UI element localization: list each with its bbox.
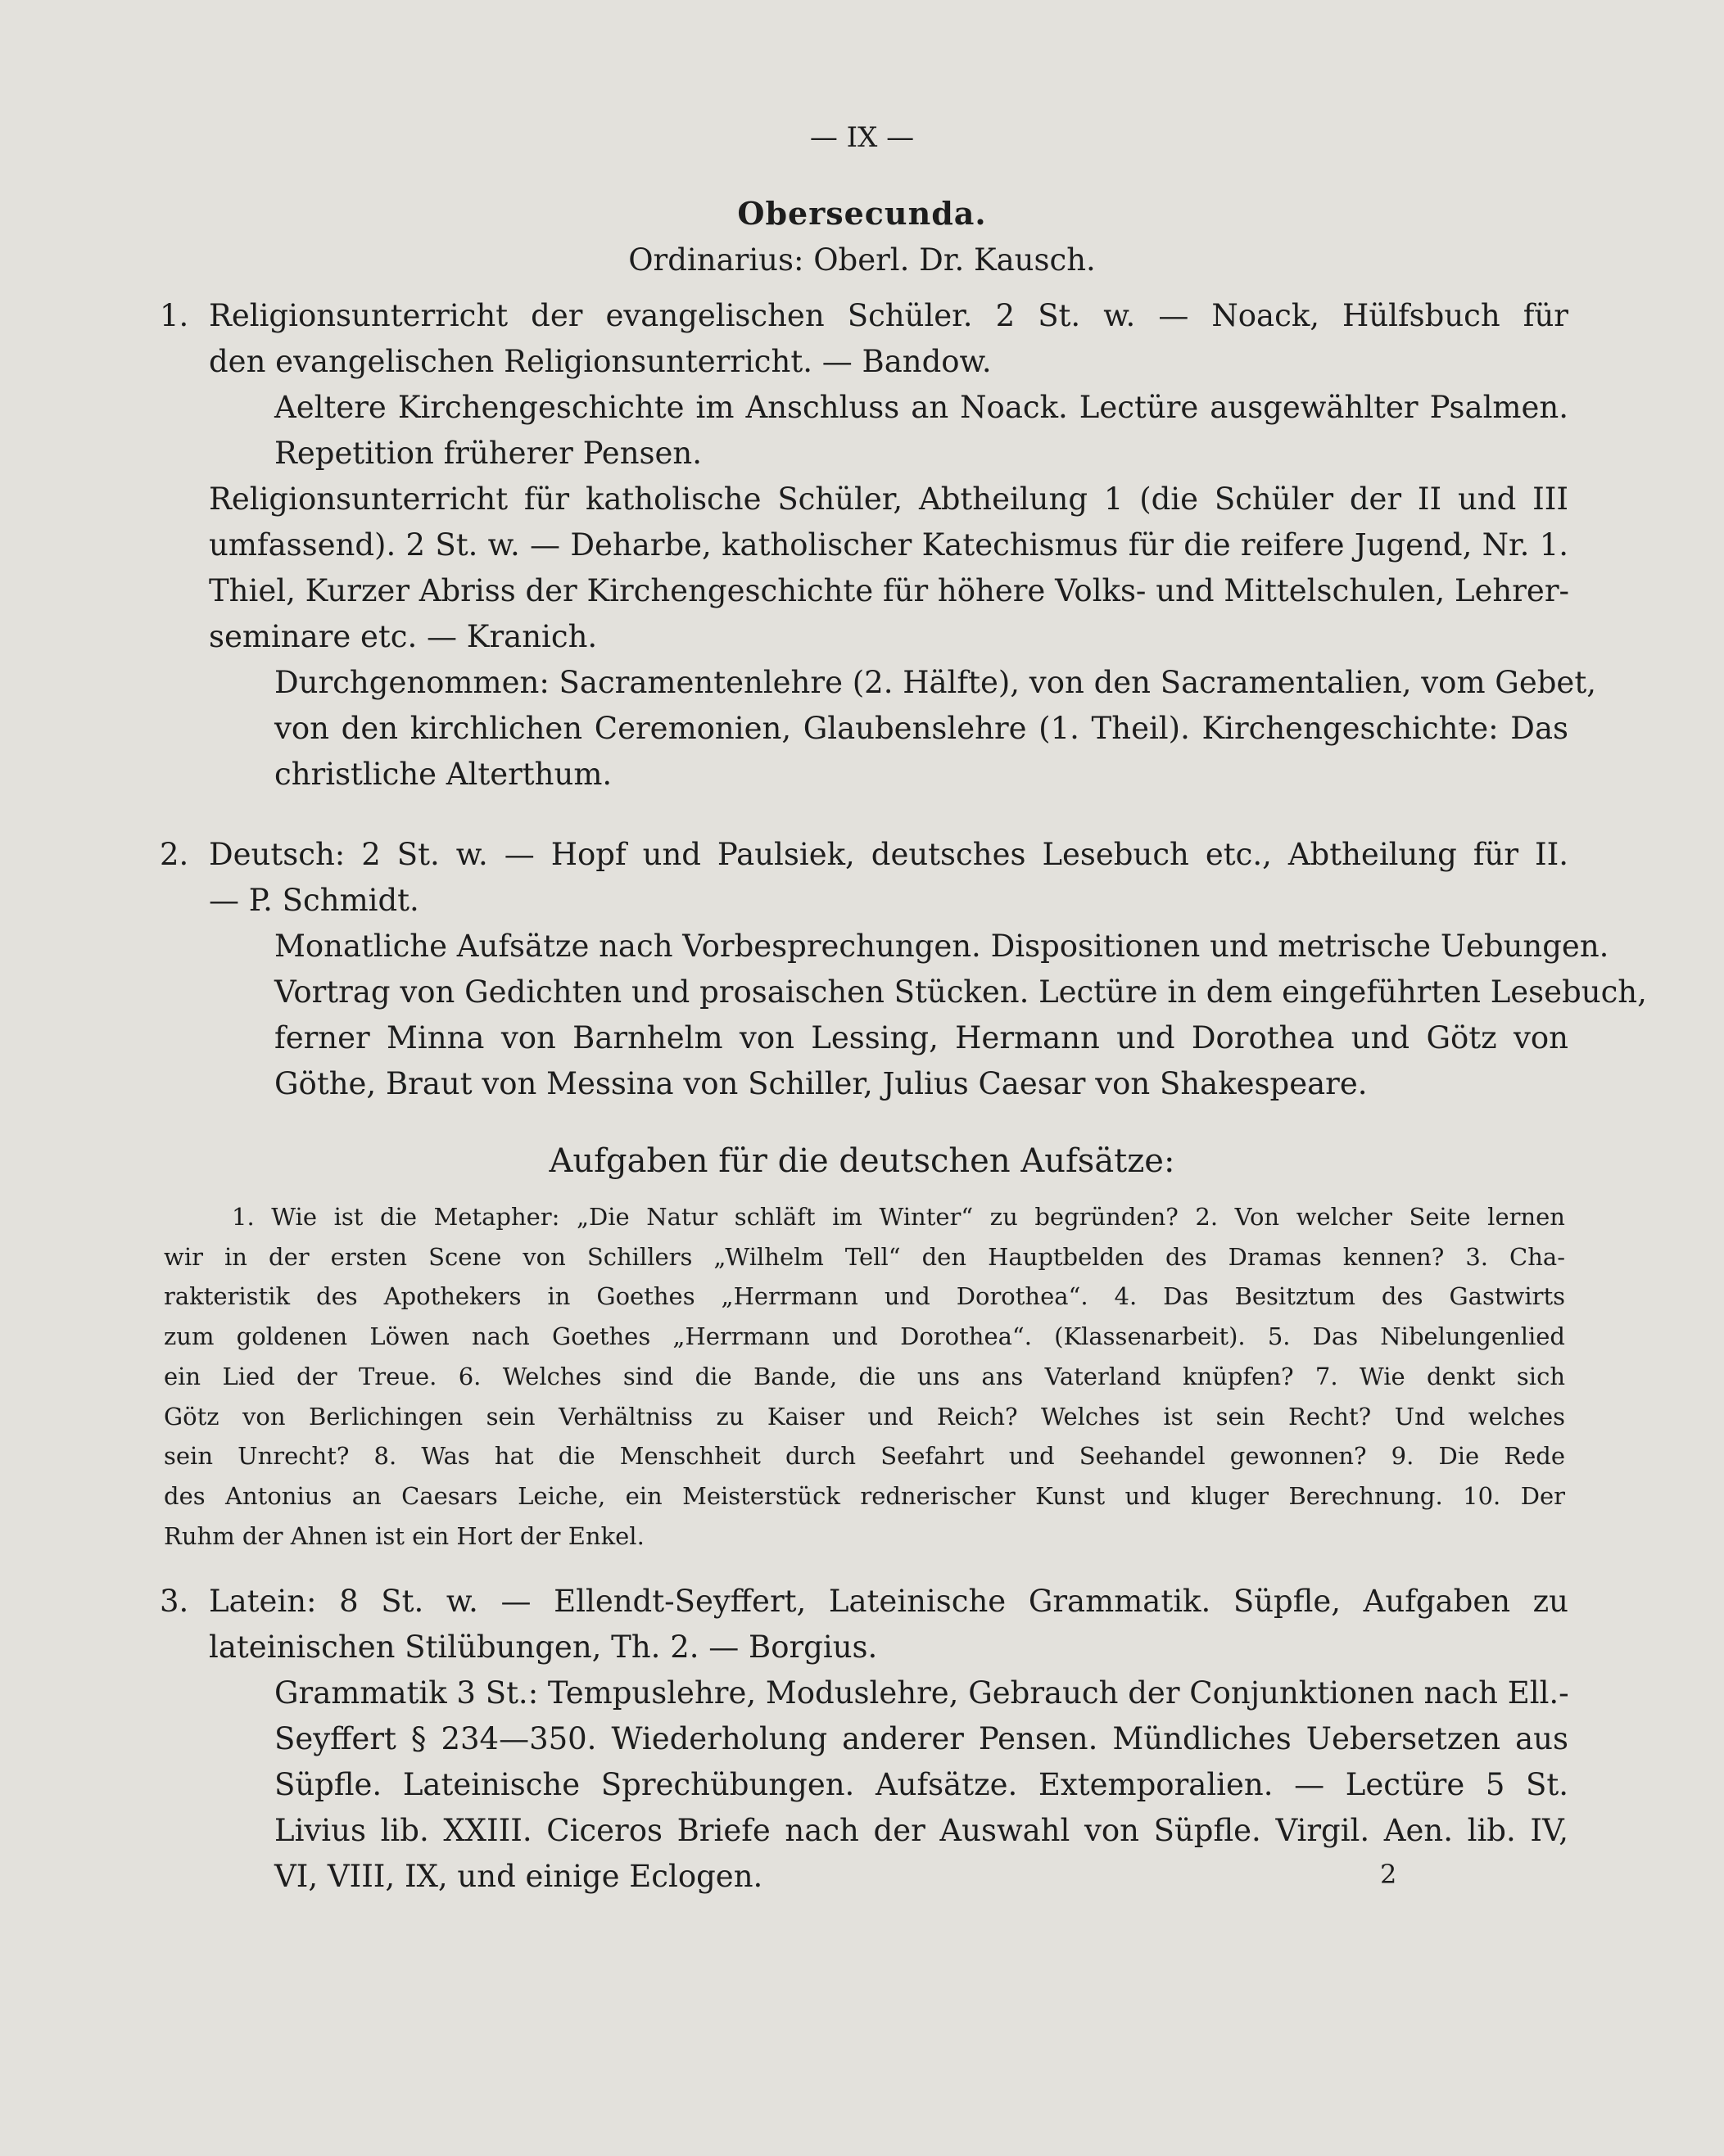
text-line: Vortrag von Gedichten und prosaischen Stücken. Lectüre in dem eingeführten Lesebuch,: [274, 974, 1647, 1010]
text-line: 3. Latein: 8 St. w. — Ellendt-Seyffert, Lateinische Grammatik. Süpfle, Aufgaben zu: [160, 1579, 1568, 1625]
task-line: Götz von Berlichingen sein Verhältniss zu Kaiser und Reich? Welches ist sein Recht? Und welches: [164, 1402, 1565, 1431]
text-line: — P. Schmidt.: [209, 883, 419, 918]
text-line: Repetition früherer Pensen.: [274, 436, 703, 471]
section-number: 3.: [160, 1584, 189, 1619]
ordinarius-line: Ordinarius: Oberl. Dr. Kausch.: [628, 242, 1096, 278]
text-line: Religionsunterricht für katholische Schüler, Abtheilung 1 (die Schüler der II und III: [209, 481, 1568, 517]
text-line: Aeltere Kirchengeschichte im Anschluss an Noack. Lectüre ausgewählter Psalmen.: [274, 390, 1568, 425]
text-line: Thiel, Kurzer Abriss der Kirchengeschichte für höhere Volks- und Mittelschulen, Lehrer-: [209, 573, 1570, 608]
text-line: 2. Deutsch: 2 St. w. — Hopf und Paulsiek, deutsches Lesebuch etc., Abtheilung für II.: [160, 832, 1568, 878]
page-number-footer: 2: [1380, 1859, 1397, 1890]
text-line: von den kirchlichen Ceremonien, Glaubenslehre (1. Theil). Kirchengeschichte: Das: [274, 711, 1568, 746]
text-line: Grammatik 3 St.: Tempuslehre, Moduslehre, Gebrauch der Conjunktionen nach Ell.-: [274, 1675, 1569, 1711]
section-deutsch: [160, 832, 1647, 1107]
text-line: umfassend). 2 St. w. — Deharbe, katholischer Katechismus für die reifere Jugend, Nr. 1.: [209, 527, 1568, 563]
text-line: Livius lib. XXIII. Ciceros Briefe nach der Auswahl von Süpfle. Virgil. Aen. lib. IV,: [274, 1813, 1568, 1848]
text-line: Monatliche Aufsätze nach Vorbesprechungen. Dispositionen und metrische Uebungen.: [274, 929, 1609, 964]
task-line: rakteristik des Apothekers in Goethes „Herrmann und Dorothea“. 4. Das Besitztum des Gastwirts: [164, 1282, 1565, 1311]
text-line: Durchgenommen: Sacramentenlehre (2. Hälfte), von den Sacramentalien, vom Gebet,: [274, 665, 1596, 700]
text-line: Göthe, Braut von Messina von Schiller, Julius Caesar von Shakespeare.: [274, 1066, 1368, 1101]
tasks-heading: Aufgaben für die deutschen Aufsätze:: [549, 1142, 1175, 1180]
page-number-header: — IX —: [809, 121, 915, 154]
text-line: lateinischen Stilübungen, Th. 2. — Borgius.: [209, 1629, 878, 1665]
text-line: 1. Religionsunterricht der evangelischen Schüler. 2 St. w. — Noack, Hülfsbuch für: [160, 293, 1568, 339]
text-line: VI, VIII, IX, und einige Eclogen.: [274, 1859, 763, 1894]
task-line: wir in der ersten Scene von Schillers „Wilhelm Tell“ den Hauptbelden des Dramas kennen? 3. Cha-: [164, 1242, 1565, 1271]
section-religion: [160, 293, 1596, 798]
section-number: 2.: [160, 837, 189, 872]
task-line: ein Lied der Treue. 6. Welches sind die Bande, die uns ans Vaterland knüpfen? 7. Wie denkt sich: [164, 1362, 1565, 1390]
section-latein: [160, 1579, 1568, 1900]
tasks-list: [164, 1197, 1565, 1556]
text-line: den evangelischen Religionsunterricht. — Bandow.: [209, 344, 992, 379]
task-line: des Antonius an Caesars Leiche, ein Meisterstück rednerischer Kunst und kluger Berechnung. 10. Der: [164, 1481, 1565, 1510]
task-line: zum goldenen Löwen nach Goethes „Herrmann und Dorothea“. (Klassenarbeit). 5. Das Nibelungenlied: [164, 1322, 1565, 1351]
task-line: 1. Wie ist die Metapher: „Die Natur schläft im Winter“ zu begründen? 2. Von welcher Seite lernen: [232, 1203, 1565, 1231]
task-line: sein Unrecht? 8. Was hat die Menschheit durch Seefahrt und Seehandel gewonnen? 9. Die Rede: [164, 1442, 1565, 1471]
class-title: Obersecunda.: [737, 195, 987, 232]
text-line: Süpfle. Lateinische Sprechübungen. Aufsätze. Extemporalien. — Lectüre 5 St.: [274, 1767, 1568, 1802]
text-line: seminare etc. — Kranich.: [209, 619, 598, 654]
text-line: christliche Alterthum.: [274, 757, 613, 792]
text-line: Seyffert § 234—350. Wiederholung anderer Pensen. Mündliches Uebersetzen aus: [274, 1721, 1568, 1756]
text-line: ferner Minna von Barnhelm von Lessing, Hermann und Dorothea und Götz von: [274, 1020, 1568, 1055]
section-number: 1.: [160, 298, 189, 333]
task-line: Ruhm der Ahnen ist ein Hort der Enkel.: [164, 1521, 645, 1550]
